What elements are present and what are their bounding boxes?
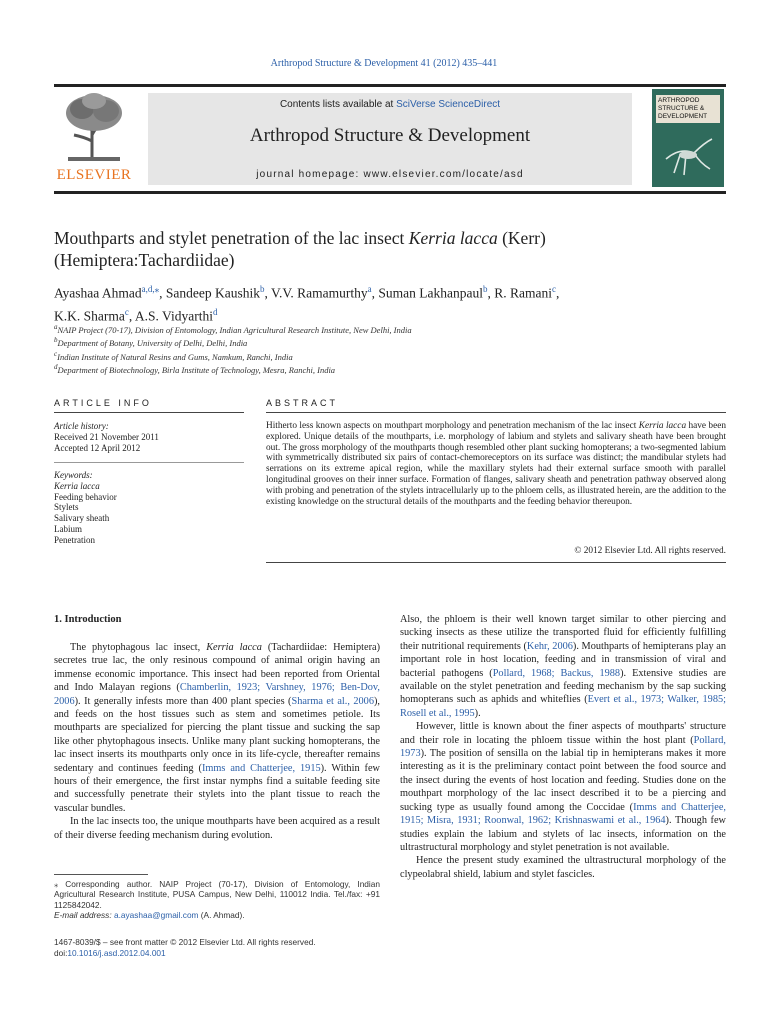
title-text: Mouthparts and stylet penetration of the lac insect [54,228,409,248]
author-affiliation-marker[interactable]: c [124,306,129,317]
homepage-link[interactable]: www.elsevier.com/locate/asd [363,169,524,180]
elsevier-wordmark: ELSEVIER [56,167,132,183]
paragraph-text: ), and feeds on the host tissues such as stem and sometimes petiole. Its mouthparts are specialized for piercing the plant tissue and sucking the sap like other phytophagous insects. Unlike many plant sucking homopterans, the lac insect inserts its mouthparts only once in its life-cycle, thereafter remains sedentary and continues feeding ( [54,695,380,774]
paragraph-text: ). Mouthparts of hemipterans play an important role in host location, feeding and in transmission of viral and bacterial pathogens ( [400,640,726,679]
affiliation-list [54,322,714,375]
paragraph [400,720,726,854]
citation-link[interactable]: Sharma et al., 2006 [291,695,374,707]
keyword: Penetration [54,534,95,545]
affiliation-key: b [54,336,58,345]
author-separator: , [128,308,135,323]
email-link[interactable]: a.ayashaa@gmail.com [113,910,199,921]
divider [266,412,726,413]
email-line [54,910,380,920]
body-column-left [54,641,380,842]
author-name: A.S. Vidyarthi [134,308,213,323]
corresponding-author-note: ⁎ Corresponding author. NAIP Project (70-17), Division of Entomology, Indian Agricultural Research Institute, PUSA Campus, New Delhi, 110012 India. Tel./fax: +91 1125842042. [54,879,380,910]
title-species: Kerria lacca [408,228,498,248]
paragraph [54,641,380,815]
keyword: Salivary sheath [54,513,110,524]
citation-link[interactable]: Kehr, 2006 [526,640,573,652]
paragraph [54,815,380,842]
doi-link[interactable]: 10.1016/j.asd.2012.04.001 [67,948,166,958]
homepage-line [148,169,632,180]
affiliation [54,322,714,335]
paragraph-text: Also, the phloem is their well known target similar to other piercing and sucking insects as these utilize the transported fluid for efficiently fulfilling their nutritional requirements ( [400,614,726,652]
cover-insect-icon [660,129,716,179]
paragraph-text: (Tachardiidae: Hemiptera) secretes true lac, the only resinous compound of animal origin having an immense economic importance. This insect had been reported from Oriental and Indo Malayan regions ( [54,642,380,694]
affiliation-text: Indian Institute of Natural Resins and Gums, Namkum, Ranchi, India [57,351,293,362]
abstract-species: Kerria lacca [638,421,687,431]
journal-header-box [148,93,632,185]
homepage-prefix: journal homepage: [256,169,364,180]
paragraph-text: The phytophagous lac insect, [70,642,207,653]
article-title [54,227,714,271]
doi-line [54,948,394,959]
cover-title [656,95,720,123]
body-column-right [400,613,726,881]
elsevier-tree-icon [62,91,126,163]
abstract-text: have been explored. Unique details of the mouthparts, i.e. morphology of labium and stylets and salivary sheath have been brought out. The gross morphology of the mouthparts though resembled other plant sucking homopterans; a two-segmented labium with symmetrically distributed six pairs of contact-chemoreceptors on its surface was distinct; the mandibular stylets had serrations on its extreme apical region, while the maxillary stylets had their external surface smooth with parallel longitudinal grooves on their inner surface. Formation of flanges, salivary sheath and penetration pathway observed along with probing and penetration of the stylets intracellularly up to the phloem cells, as illustrated herein, are the addition to the existing knowledge on the structural details of the mouthparts and the feeding behavior thereupon. [266,421,726,507]
citation-link[interactable]: Imms and Chatterjee, 1915 [201,762,321,774]
affiliation [54,335,714,348]
paragraph-text: ). Extensive studies are available on the stylet penetration and feeding mechanism by the sap sucking homopterans such as aphids and whiteflies ( [400,667,726,706]
journal-masthead [54,84,726,194]
affiliation [54,349,714,362]
paragraph-text: ). The position of sensilla on the labial tip in hemipterans makes it more interesting as it is the preliminary contact point between the food source and the insect during the events of host location and feeding. Studies done on the mouthpart morphology of the lac insect described it to be a piercing and sucking type as usually found among the Coccidae ( [400,748,726,813]
author-affiliation-marker[interactable]: b [259,284,265,294]
author-affiliation-marker[interactable]: a,d,⁎ [141,284,160,294]
paragraph-text: ). [474,707,481,719]
citation-link[interactable]: Pollard, 1973 [400,734,726,760]
author-separator: , [556,285,560,301]
issn-line: 1467-8039/$ – see front matter © 2012 Elsevier Ltd. All rights reserved. [54,937,316,947]
abstract-body [266,421,726,507]
divider [54,412,244,413]
keywords-label: Keywords: [54,470,93,480]
keyword-list [54,470,244,546]
section-heading-introduction: 1. Introduction [54,614,122,625]
doi-label: doi: [54,948,68,958]
author-affiliation-marker[interactable]: a [367,284,372,294]
article-info-heading: ARTICLE INFO [54,398,152,408]
title-text-rest: (Kerr) (Hemiptera:Tachardiidae) [54,228,546,270]
contents-prefix: Contents lists available at [279,99,397,110]
citation-link[interactable]: Pollard, 1968; Backus, 1988 [492,667,621,679]
cover-title-line: DEVELOPMENT [658,113,708,120]
paragraph-text: Hence the present study examined the ultrastructural morphology of the clypeolabral shield, labium and stylet fascicles. [400,855,726,880]
author-separator: , [264,285,271,301]
author-name: V.V. Ramamurthy [271,285,368,301]
article-history [54,421,244,453]
species-name: Kerria lacca [206,642,262,653]
paragraph-text: ). Within few hours of their emergence, the first instar nymphs find a suitable feeding site and successfully penetrate their stylets into the plant tissue to reach the vascular bundles. [54,762,380,814]
author-separator: , [487,285,495,301]
sciencedirect-link[interactable]: SciVerse ScienceDirect [396,99,501,110]
paragraph [400,854,726,881]
author-name: Suman Lakhanpaul [378,285,483,301]
citation-link[interactable]: Chamberlin, 1923; Varshney, 1976; Ben-Dov, 2006 [54,682,380,707]
journal-citation: Arthropod Structure & Development 41 (2012) 435–441 [270,58,498,69]
keyword: Kerria lacca [54,480,100,491]
journal-cover-thumbnail[interactable] [652,89,724,187]
copyright-notice: © 2012 Elsevier Ltd. All rights reserved. [574,546,726,556]
author-name: Sandeep Kaushik [165,285,260,301]
contents-line [148,99,632,110]
citation-link[interactable]: Imms and Chatterjee, 1915; Misra, 1931; Roonwal, 1962; Krishnaswami et al., 1964 [400,801,726,827]
author-separator: , [159,285,166,301]
author-list [54,280,714,325]
history-label: Article history: [54,421,109,431]
abstract-text: Hitherto less known aspects on mouthpart morphology and penetration mechanism of the lac insect [266,421,639,431]
issn-block [54,937,394,959]
paragraph [400,613,726,720]
cover-title-line: ARTHROPOD [658,97,700,104]
affiliation-key: c [54,349,58,358]
author-name: R. Ramani [494,285,552,301]
author-name: Ayashaa Ahmad [54,285,142,301]
author-affiliation-marker[interactable]: c [552,284,556,294]
cover-title-line: STRUCTURE & [658,105,705,112]
affiliation-text: Department of Biotechnology, Birla Institute of Technology, Mesra, Ranchi, India [57,364,336,375]
keyword: Labium [54,523,82,534]
email-suffix: (A. Ahmad). [198,910,245,921]
abstract-heading: ABSTRACT [266,398,339,408]
accepted-date: Accepted 12 April 2012 [54,442,141,453]
author-affiliation-marker[interactable]: b [483,284,488,294]
divider [54,462,244,463]
affiliation-key: a [54,323,58,331]
affiliation [54,362,714,375]
keyword: Stylets [54,502,79,513]
affiliation-text: Department of Botany, University of Delhi, Delhi, India [57,338,248,349]
elsevier-logo[interactable] [54,91,134,185]
keyword: Feeding behavior [54,491,117,502]
divider [266,562,726,563]
paragraph-text: In the lac insects too, the unique mouthparts have been acquired as a result of their diverse feeding mechanism during evolution. [54,816,380,841]
journal-title[interactable]: Arthropod Structure & Development [249,125,531,146]
paragraph-text: ). Though few studies explain the labium and stylets of lac insects, information on the ultrastructural morphology and stylet penetration is not available. [400,815,726,853]
received-date: Received 21 November 2011 [54,431,159,442]
author-affiliation-marker[interactable]: d [212,306,218,317]
footnote-divider [54,874,148,875]
paragraph-text: However, little is known about the finer aspects of mouthparts' structure and their role in locating the phloem tissue within the host plant ( [400,721,726,746]
email-label: E-mail address: [54,910,114,921]
author-separator: , [371,285,379,301]
footnote [54,879,380,921]
paragraph-text: ). It generally infests more than 400 plant species ( [74,695,292,707]
affiliation-text: NAIP Project (70-17), Division of Entomology, Indian Agricultural Research Institute, New Delhi, India [57,324,412,335]
citation-link[interactable]: Evert et al., 1973; Walker, 1985; Rosell et al., 1995 [400,694,726,719]
affiliation-key: d [54,362,58,371]
author-name: K.K. Sharma [54,308,125,323]
